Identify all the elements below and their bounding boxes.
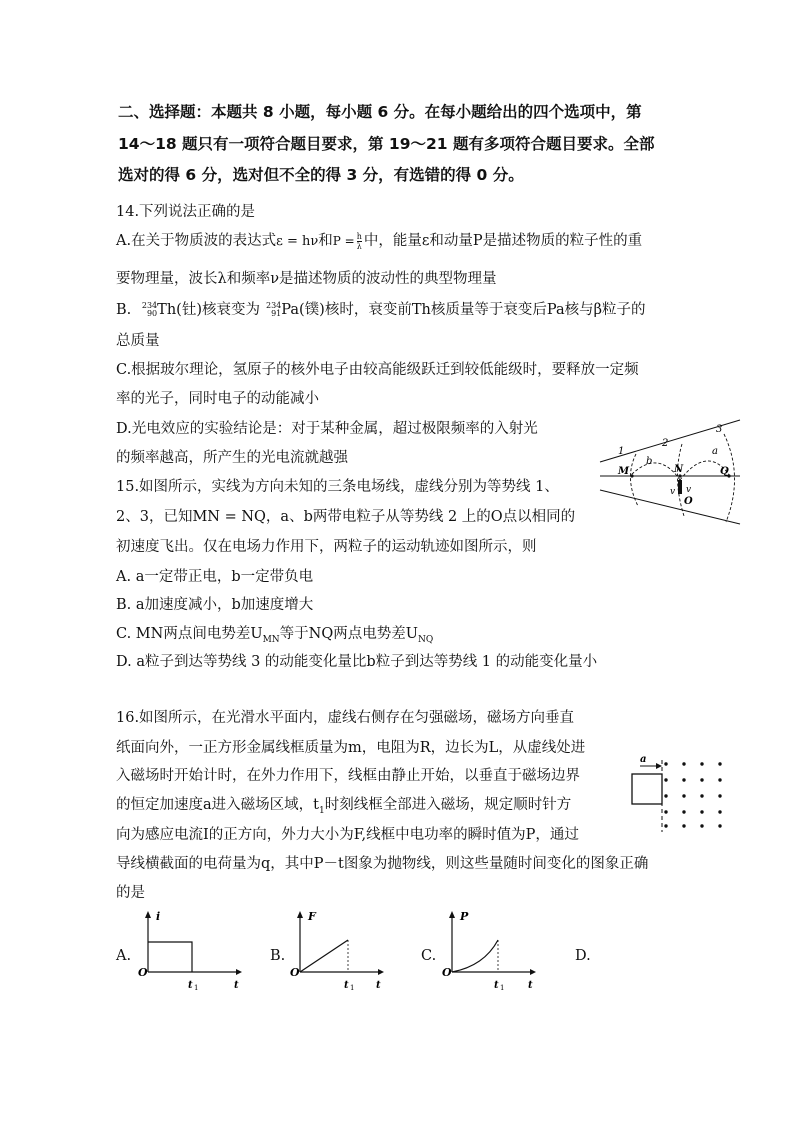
q16-stem-line-3: 入磁场时开始计时，在外力作用下，线框由静止开始，以垂直于磁场边界 bbox=[116, 768, 580, 784]
label-n: N bbox=[674, 464, 684, 475]
graph-a-curve bbox=[148, 942, 192, 972]
q15-c-middle: 等于NQ两点电势差U bbox=[279, 626, 418, 642]
q15-c-prefix: C. MN两点间电势差U bbox=[116, 626, 263, 642]
label-v-right: v bbox=[686, 485, 692, 495]
q14-a-formula-2: P = bbox=[332, 234, 355, 248]
q16-graph-c-power bbox=[440, 910, 550, 1000]
graph-b-f-label: F bbox=[308, 910, 316, 923]
graph-c-origin: O bbox=[442, 966, 452, 979]
q14-option-c-line-1: C.根据玻尔理论，氢原子的核外电子由较高能级跃迁到较低能级时，要释放一定频 bbox=[116, 362, 639, 378]
q14-option-b-line-1 bbox=[116, 298, 645, 319]
graph-b-f-arrow bbox=[297, 911, 303, 918]
q14-a-fraction-num: h bbox=[356, 231, 362, 241]
label-line-2: 2 bbox=[662, 438, 669, 449]
graph-b-t-label: t bbox=[376, 980, 381, 991]
q16-stem-line-1: 16.如图所示，在光滑水平面内，虚线右侧存在匀强磁场，磁场方向垂直 bbox=[116, 710, 575, 726]
q16-graph-b-force bbox=[288, 910, 398, 1000]
q16-line4-prefix: 的恒定加速度a进入磁场区域，t bbox=[116, 797, 319, 813]
velocity-marker bbox=[678, 480, 682, 494]
label-v-left: v bbox=[670, 487, 676, 497]
q15-option-a: A. a一定带正电，b一定带负电 bbox=[116, 569, 314, 585]
q14-b-th-nuclide bbox=[142, 302, 157, 318]
graph-c-t-label: t bbox=[528, 980, 533, 991]
q15-option-b: B. a加速度减小，b加速度增大 bbox=[116, 597, 314, 613]
label-line-3: 3 bbox=[716, 424, 723, 435]
acceleration-label: a bbox=[640, 754, 647, 765]
q16-line4-sub: 1 bbox=[318, 805, 325, 816]
graph-a-t1-label: t bbox=[188, 980, 193, 991]
q15-stem-line-1: 15.如图所示，实线为方向未知的三条电场线，虚线分别为等势线 1、 bbox=[116, 479, 559, 495]
graph-b-t1-label: t bbox=[344, 980, 349, 991]
q14-b-pa-mass: 234 bbox=[265, 301, 282, 310]
q14-stem: 14.下列说法正确的是 bbox=[116, 204, 256, 220]
q16-stem-line-2: 纸面向外，一正方形金属线框质量为m，电阻为R，边长为L，从虚线处进 bbox=[116, 740, 586, 756]
graph-b-curve bbox=[300, 940, 348, 972]
q14-b-th-text: Th(钍)核衰变为 bbox=[157, 302, 260, 318]
q15-stem-line-3: 初速度飞出。仅在电场力作用下，两粒子的运动轨迹如图所示，则 bbox=[116, 539, 537, 555]
q16-stem-line-6: 导线横截面的电荷量为q，其中P－t图象为抛物线，则这些量随时间变化的图象正确 bbox=[116, 856, 649, 872]
graph-a-i-arrow bbox=[145, 911, 151, 918]
section-heading-line-1: 二、选择题：本题共 8 小题，每小题 6 分。在每小题给出的四个选项中，第 bbox=[118, 103, 642, 121]
q14-a-suffix: 中，能量ε和动量P是描述物质的粒子性的重 bbox=[363, 233, 643, 249]
q16-line4-suffix: 时刻线框全部进入磁场，规定顺时针方 bbox=[324, 797, 572, 813]
graph-c-t1-subscript: 1 bbox=[500, 984, 505, 992]
q14-option-d-line-1: D.光电效应的实验结论是：对于某种金属，超过极限频率的入射光 bbox=[116, 421, 538, 437]
square-frame bbox=[632, 774, 662, 804]
q14-option-a-line-2: 要物理量，波长λ和频率ν是描述物质的波动性的典型物理量 bbox=[116, 271, 497, 287]
q14-b-prefix: B. bbox=[116, 302, 132, 318]
q14-option-d-line-2: 的频率越高，所产生的光电流就越强 bbox=[116, 450, 348, 466]
q14-a-fraction-den: λ bbox=[356, 241, 362, 251]
equipotential-3 bbox=[724, 434, 735, 522]
q16-magnetic-field-diagram bbox=[626, 752, 738, 832]
q14-b-pa-text: Pa(镤)核时，衰变前Th核质量等于衰变后Pa核与β粒子的 bbox=[281, 302, 646, 318]
graph-a-t-arrow bbox=[236, 969, 242, 975]
section-heading-line-3: 选对的得 6 分，选对但不全的得 3 分，有选错的得 0 分。 bbox=[118, 166, 524, 184]
field-dots bbox=[664, 762, 721, 827]
q14-option-a-line-1 bbox=[116, 229, 642, 251]
equipotential-1 bbox=[630, 454, 638, 506]
q14-option-c-line-2: 率的光子，同时电子的动能减小 bbox=[116, 391, 319, 407]
q14-a-prefix: A.在关于物质波的表达式 bbox=[116, 233, 277, 249]
q16-option-a-label: A. bbox=[116, 948, 132, 964]
graph-a-i-label: i bbox=[156, 910, 161, 923]
q14-b-pa-nuclide bbox=[266, 302, 281, 318]
acceleration-arrow-head bbox=[656, 763, 662, 769]
graph-c-t1-label: t bbox=[494, 980, 499, 991]
q15-field-diagram bbox=[598, 418, 748, 528]
graph-b-t1-subscript: 1 bbox=[350, 984, 355, 992]
graph-b-t-arrow bbox=[378, 969, 384, 975]
q14-b-th-z: 90 bbox=[146, 309, 158, 318]
point-m-dot bbox=[630, 474, 633, 477]
q14-option-b-line-2: 总质量 bbox=[116, 333, 160, 349]
graph-c-p-label: P bbox=[460, 910, 469, 923]
label-q: Q bbox=[720, 466, 729, 477]
q14-a-fraction bbox=[357, 232, 362, 251]
graph-a-t1-subscript: 1 bbox=[194, 984, 199, 992]
q14-b-th-mass: 234 bbox=[141, 301, 158, 310]
q16-option-d-label: D. bbox=[575, 948, 591, 964]
q16-stem-line-4 bbox=[116, 793, 571, 816]
trajectory-b bbox=[630, 463, 680, 480]
graph-b-origin: O bbox=[290, 966, 300, 979]
graph-a-origin: O bbox=[138, 966, 148, 979]
graph-a-t-label: t bbox=[234, 980, 239, 991]
label-m: M bbox=[618, 466, 630, 477]
q16-stem-line-7: 的是 bbox=[116, 885, 145, 901]
q15-c-sub-mn: MN bbox=[262, 634, 280, 645]
q16-option-c-label: C. bbox=[421, 948, 437, 964]
q14-a-and: 和 bbox=[318, 233, 333, 249]
q14-b-pa-z: 91 bbox=[271, 309, 282, 318]
q14-a-formula-1: ε = hν bbox=[276, 234, 319, 249]
graph-c-t-arrow bbox=[530, 969, 536, 975]
q16-option-b-label: B. bbox=[270, 948, 286, 964]
q15-option-d: D. a粒子到达等势线 3 的动能变化量比b粒子到达等势线 1 的动能变化量小 bbox=[116, 654, 598, 670]
q15-option-c bbox=[116, 622, 433, 645]
label-b: b bbox=[646, 456, 653, 467]
q15-c-sub-nq: NQ bbox=[417, 634, 434, 645]
q16-stem-line-5: 向为感应电流I的正方向，外力大小为F,线框中电功率的瞬时值为P，通过 bbox=[116, 827, 579, 843]
label-o: O bbox=[684, 496, 693, 507]
graph-c-p-arrow bbox=[449, 911, 455, 918]
q16-graph-a-current bbox=[136, 910, 246, 1000]
q15-stem-line-2: 2、3，已知MN = NQ，a、b两带电粒子从等势线 2 上的O点以相同的 bbox=[116, 509, 576, 525]
label-a: a bbox=[712, 446, 718, 457]
section-heading-line-2: 14～18 题只有一项符合题目要求，第 19～21 题有多项符合题目要求。全部 bbox=[118, 135, 655, 153]
graph-c-curve bbox=[452, 940, 498, 972]
label-line-1: 1 bbox=[618, 446, 625, 457]
